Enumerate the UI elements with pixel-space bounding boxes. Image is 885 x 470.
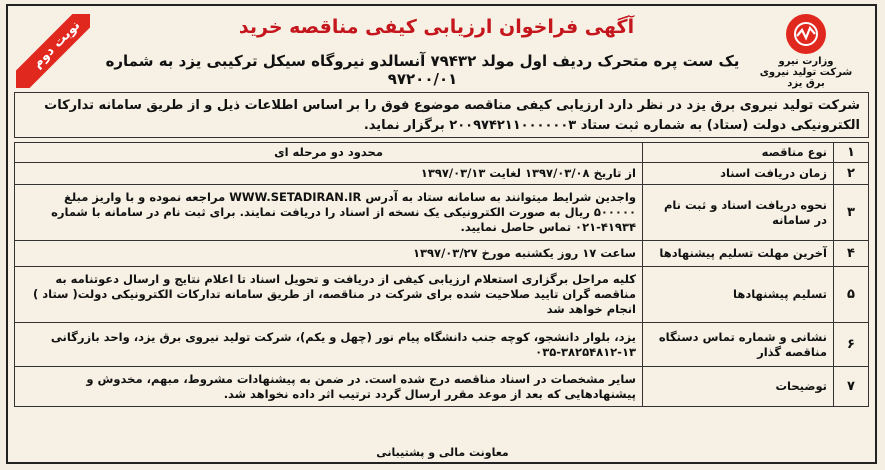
row-value: یزد، بلوار دانشجو، کوچه جنب دانشگاه پیام نور (چهل و یکم)، شرکت تولید نیروی برق یزد، واحد بازرگانی ۱۳-۳۸۲۵۴۸۱۲-۰۳۵ <box>15 323 643 367</box>
row-label: تسلیم پیشنهادها <box>643 267 834 323</box>
power-logo-icon <box>786 14 826 54</box>
table-row <box>15 185 869 241</box>
company-logo <box>751 14 861 90</box>
company-name-small: شرکت تولید نیروی برق یزد <box>759 67 853 89</box>
row-number: ۶ <box>834 323 869 367</box>
row-value: سایر مشخصات در اسناد مناقصه درج شده است. در ضمن به پیشنهادات مشروط، مبهم، مخدوش و پیشنهادهایی که بعد از موعد مقرر ارسال گردد ترتیب اثر داده نخواهد شد. <box>15 367 643 407</box>
row-label: نوع مناقصه <box>643 143 834 163</box>
notice-title: آگهی فراخوان ارزیابی کیفی مناقصه خرید <box>238 16 635 38</box>
tender-details-table <box>14 142 869 407</box>
row-label: نحوه دریافت اسناد و ثبت نام در سامانه <box>643 185 834 241</box>
row-label: توضیحات <box>643 367 834 407</box>
row-number: ۳ <box>834 185 869 241</box>
table-row <box>15 323 869 367</box>
table-row <box>15 143 869 163</box>
table-row <box>15 367 869 407</box>
row-value: ساعت ۱۷ روز یکشنبه مورخ ۱۳۹۷/۰۳/۲۷ <box>15 241 643 267</box>
table-row <box>15 163 869 185</box>
row-number: ۱ <box>834 143 869 163</box>
row-label: زمان دریافت اسناد <box>643 163 834 185</box>
table-row <box>15 241 869 267</box>
table-row <box>15 267 869 323</box>
row-value: محدود دو مرحله ای <box>15 143 643 163</box>
round-banner <box>16 14 90 88</box>
row-number: ۲ <box>834 163 869 185</box>
notice-subtitle: یک ست پره متحرک ردیف اول مولد ۷۹۴۳۲ آنسالدو نیروگاه سیکل ترکیبی یزد به شماره ۹۷۲۰۰/۰۱ <box>105 52 740 88</box>
row-number: ۷ <box>834 367 869 407</box>
row-number: ۴ <box>834 241 869 267</box>
row-value: از تاریخ ۱۳۹۷/۰۳/۰۸ لغایت ۱۳۹۷/۰۳/۱۳ <box>15 163 643 185</box>
intro-paragraph: شرکت تولید نیروی برق یزد در نظر دارد ارزیابی کیفی مناقصه موضوع فوق را بر اساس اطلاعات ذیل و از طریق سامانه تدارکات الکترونیکی دولت (ستاد) به شماره ثبت ستاد ۲۰۰۹۷۴۲۱۱۰۰۰۰۰۰۳ برگزار نماید. <box>14 92 869 138</box>
row-number: ۵ <box>834 267 869 323</box>
signature-footer: معاونت مالی و پشتیبانی <box>376 446 509 459</box>
row-value: واجدین شرایط میتوانند به سامانه ستاد به آدرس WWW.SETADIRAN.IR مراجعه نموده و با واریز مبلغ ۵۰۰۰۰۰ ریال به صورت الکترونیکی یک نسخه از اسناد را دریافت نمایند. برای ثبت نام در سامانه با شماره ۴۱۹۳۴-۰۲۱ تماس حاصل نمایید. <box>15 185 643 241</box>
ministry-name: وزارت نیرو <box>778 56 834 67</box>
row-value: کلیه مراحل برگزاری استعلام ارزیابی کیفی از دریافت و تحویل اسناد تا اعلام نتایج و ارسال دعوتنامه به مناقصه گران تایید صلاحیت شده برای شرکت در مناقصه، از طریق سامانه تدارکات الکترونیکی دولت( ستاد ) انجام خواهد شد <box>15 267 643 323</box>
row-label: آخرین مهلت تسلیم پیشنهادها <box>643 241 834 267</box>
row-label: نشانی و شماره تماس دستگاه مناقصه گذار <box>643 323 834 367</box>
round-banner-label: نوبت دوم <box>16 14 90 88</box>
